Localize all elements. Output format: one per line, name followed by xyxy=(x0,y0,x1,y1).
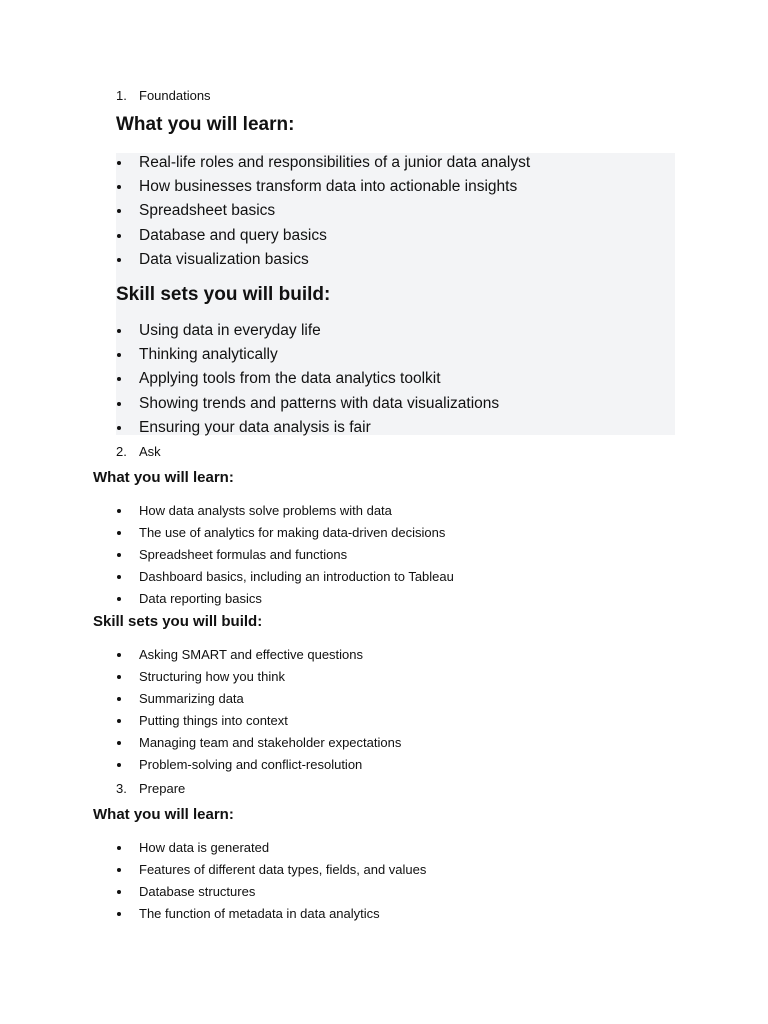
list-item: Dashboard basics, including an introduction to Tableau xyxy=(116,569,454,591)
list-item: The function of metadata in data analytics xyxy=(116,906,426,928)
list-item: Using data in everyday life xyxy=(116,322,499,346)
list-item: Features of different data types, fields, and values xyxy=(116,862,426,884)
list-item: Data reporting basics xyxy=(116,591,454,613)
section-number: 2. xyxy=(116,444,127,459)
section-number: 1. xyxy=(116,88,127,103)
list-item: Data visualization basics xyxy=(116,251,530,275)
list-item: Applying tools from the data analytics toolkit xyxy=(116,370,499,394)
list-item: Putting things into context xyxy=(116,713,401,735)
list-item: Summarizing data xyxy=(116,691,401,713)
learn-heading: What you will learn: xyxy=(93,806,234,823)
section-title: Foundations xyxy=(139,88,211,103)
list-item: Database and query basics xyxy=(116,227,530,251)
list-item: Managing team and stakeholder expectations xyxy=(116,735,401,757)
skills-list xyxy=(116,647,401,780)
section-title: Prepare xyxy=(139,781,186,796)
list-item: Structuring how you think xyxy=(116,669,401,691)
list-item: Spreadsheet basics xyxy=(116,202,530,226)
list-item: Problem-solving and conflict-resolution xyxy=(116,757,401,779)
section-1-item xyxy=(116,88,211,104)
skills-heading: Skill sets you will build: xyxy=(116,284,331,305)
section-2-item xyxy=(116,444,161,460)
section-3-item xyxy=(116,781,185,797)
list-item: Ensuring your data analysis is fair xyxy=(116,419,499,443)
list-item: How businesses transform data into actionable insights xyxy=(116,178,530,202)
list-item: Spreadsheet formulas and functions xyxy=(116,547,454,569)
skills-heading: Skill sets you will build: xyxy=(93,613,263,630)
list-item: How data is generated xyxy=(116,840,426,862)
section-title: Ask xyxy=(139,444,161,459)
learn-list xyxy=(116,503,454,613)
section-number: 3. xyxy=(116,781,127,796)
learn-list xyxy=(116,840,426,928)
learn-heading: What you will learn: xyxy=(93,469,234,486)
list-item: Database structures xyxy=(116,884,426,906)
list-item: Real-life roles and responsibilities of a junior data analyst xyxy=(116,154,530,178)
learn-heading: What you will learn: xyxy=(116,114,295,135)
skills-list xyxy=(116,322,499,443)
list-item: How data analysts solve problems with data xyxy=(116,503,454,525)
list-item: Asking SMART and effective questions xyxy=(116,647,401,669)
learn-list xyxy=(116,154,530,275)
list-item: The use of analytics for making data-driven decisions xyxy=(116,525,454,547)
list-item: Thinking analytically xyxy=(116,346,499,370)
list-item: Showing trends and patterns with data visualizations xyxy=(116,395,499,419)
